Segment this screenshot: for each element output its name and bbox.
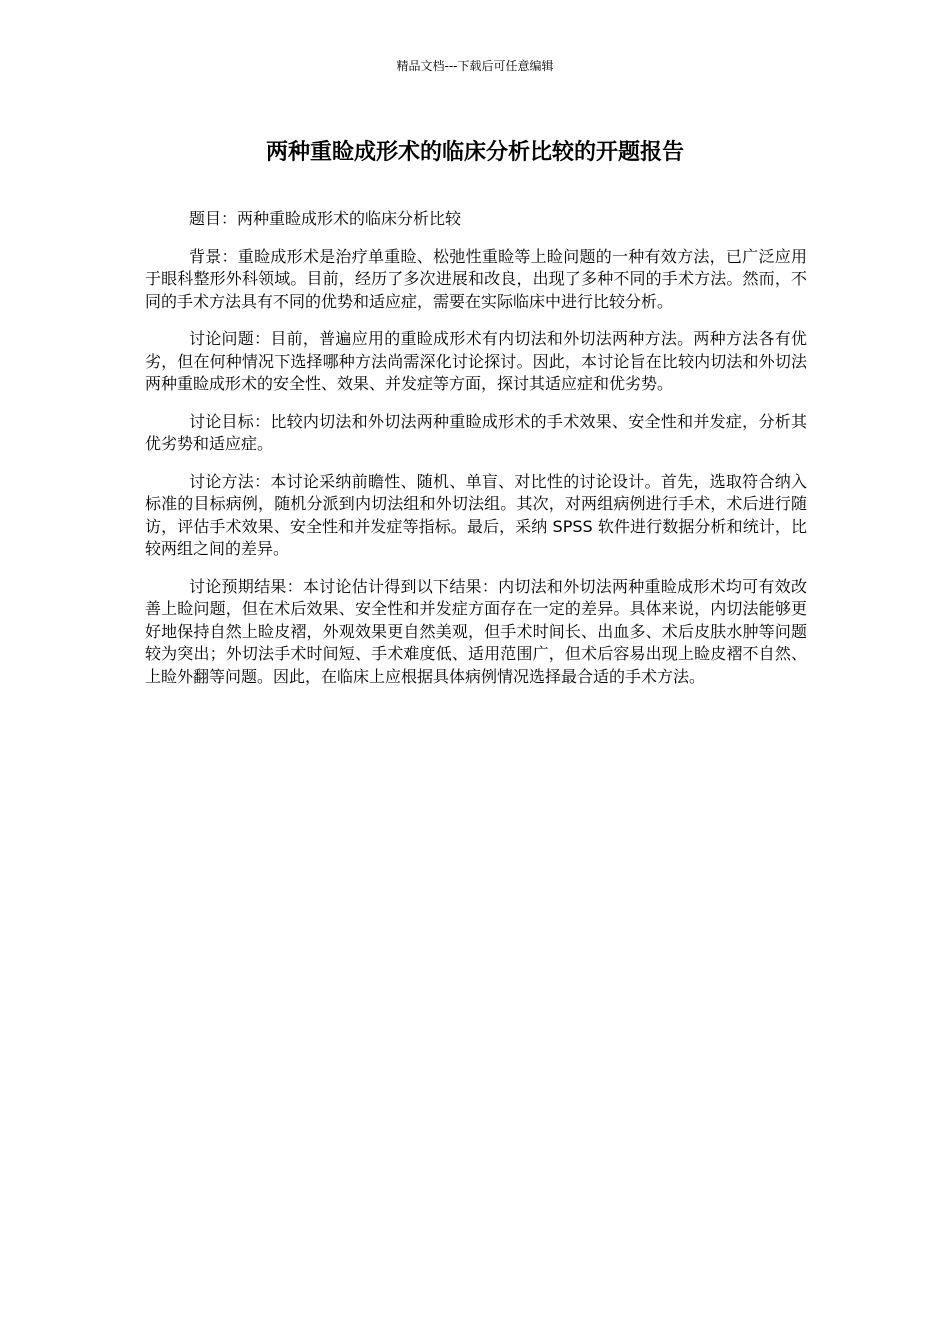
page-header: 精品文档---下载后可任意编辑 (396, 59, 554, 73)
document-body (145, 208, 807, 703)
paragraph-discussion-question: 讨论问题：目前，普遍应用的重睑成形术有内切法和外切法两种方法。两种方法各有优劣，但在何种情况下选择哪种方法尚需深化讨论探讨。因此，本讨论旨在比较内切法和外切法两种重睑成形术的安全性、效果、并发症等方面，探讨其适应症和优劣势。 (145, 329, 807, 393)
paragraph-expected-results: 讨论预期结果：本讨论估计得到以下结果：内切法和外切法两种重睑成形术均可有效改善上睑问题，但在术后效果、安全性和并发症方面存在一定的差异。具体来说，内切法能够更好地保持自然上睑皮褶，外观效果更自然美观，但手术时间长、出血多、术后皮肤水肿等问题较为突出；外切法手术时间短、手术难度低、适用范围广，但术后容易出现上睑皮褶不自然、上睑外翻等问题。因此，在临床上应根据具体病例情况选择最合适的手术方法。 (145, 576, 807, 686)
paragraph-topic: 题目：两种重睑成形术的临床分析比较 (189, 209, 462, 228)
paragraph-background: 背景：重睑成形术是治疗单重睑、松弛性重睑等上睑问题的一种有效方法，已广泛应用于眼科整形外科领域。目前，经历了多次进展和改良，出现了多种不同的手术方法。然而，不同的手术方法具有不同的优势和适应症，需要在实际临床中进行比较分析。 (145, 246, 807, 311)
paragraph-discussion-goal: 讨论目标：比较内切法和外切法两种重睑成形术的手术效果、安全性和并发症，分析其优劣势和适应症。 (145, 411, 807, 453)
document-title: 两种重睑成形术的临床分析比较的开题报告 (265, 140, 684, 165)
paragraph-discussion-method: 讨论方法：本讨论采纳前瞻性、随机、单盲、对比性的讨论设计。首先，选取符合纳入标准的目标病例，随机分派到内切法组和外切法组。其次，对两组病例进行手术，术后进行随访，评估手术效果、安全性和并发症等指标。最后，采纳 SPSS 软件进行数据分析和统计，比较两组之间的差异。 (145, 471, 807, 558)
